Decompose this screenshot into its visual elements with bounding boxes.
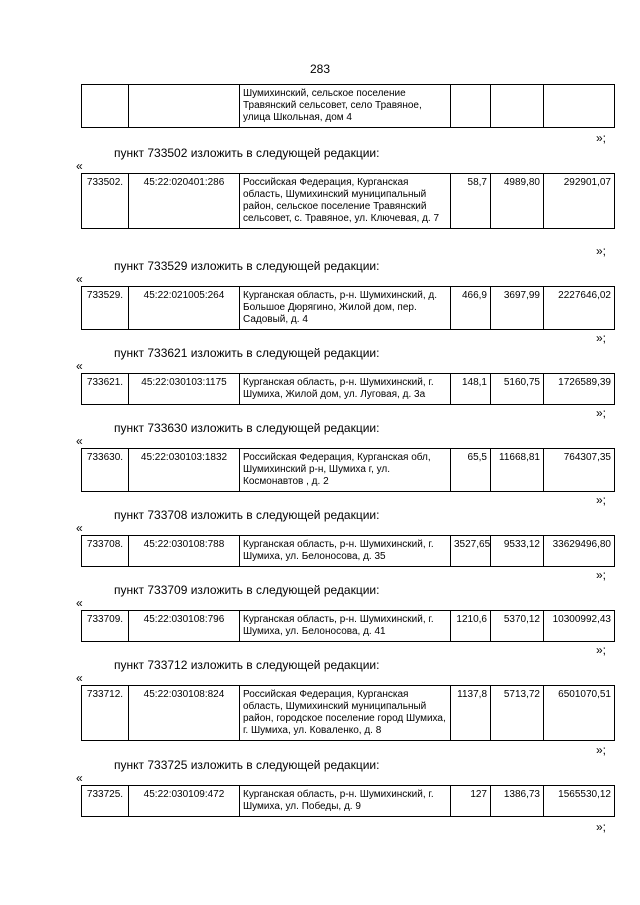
- amendment-heading: пункт 733502 изложить в следующей редакции:: [114, 146, 380, 160]
- area-cell: 148,1: [451, 374, 491, 405]
- opening-quote: «: [76, 771, 83, 785]
- rate-cell: 9533,12: [491, 536, 544, 567]
- closing-quote: »;: [595, 643, 606, 657]
- registry-table: [81, 448, 615, 492]
- amendment-heading: пункт 733621 изложить в следующей редакции:: [114, 346, 380, 360]
- value-cell: 10300992,43: [544, 611, 615, 642]
- rate-cell: 5160,75: [491, 374, 544, 405]
- amendment-heading: пункт 733529 изложить в следующей редакции:: [114, 259, 380, 273]
- cadastral-number-cell: [129, 85, 240, 128]
- address-cell: Российская Федерация, Курганская область, Шумихинский муниципальный район, сельское поселение Травянский сельсовет, с. Травяное, ул. Ключевая, д. 7: [240, 174, 451, 229]
- rate-cell: 1386,73: [491, 786, 544, 817]
- table-row: [82, 686, 615, 741]
- opening-quote: «: [76, 272, 83, 286]
- cadastral-number-cell: 45:22:021005:264: [129, 287, 240, 330]
- table-row: [82, 536, 615, 567]
- amendment-heading: пункт 733725 изложить в следующей редакции:: [114, 758, 380, 772]
- address-cell: Российская Федерация, Курганская область, Шумихинский муниципальный район, городское поселение город Шумиха, г. Шумиха, ул. Коваленко, д. 8: [240, 686, 451, 741]
- closing-quote: »;: [595, 743, 606, 757]
- amendment-heading: пункт 733708 изложить в следующей редакции:: [114, 508, 380, 522]
- registry-table: [81, 84, 615, 128]
- area-cell: 3527,65: [451, 536, 491, 567]
- table-row: [82, 85, 615, 128]
- address-cell: Курганская область, р-н. Шумихинский, д. Большое Дюрягино, Жилой дом, пер. Садовый, д. 4: [240, 287, 451, 330]
- amendment-heading: пункт 733712 изложить в следующей редакции:: [114, 658, 380, 672]
- amendment-heading: пункт 733630 изложить в следующей редакции:: [114, 421, 380, 435]
- registry-table: [81, 535, 615, 567]
- opening-quote: «: [76, 359, 83, 373]
- registry-table: [81, 373, 615, 405]
- rate-cell: 5713,72: [491, 686, 544, 741]
- cadastral-number-cell: 45:22:030108:788: [129, 536, 240, 567]
- rate-cell: 3697,99: [491, 287, 544, 330]
- registry-table: [81, 685, 615, 741]
- row-number-cell: 733725.: [82, 786, 129, 817]
- value-cell: 1726589,39: [544, 374, 615, 405]
- value-cell: 764307,35: [544, 449, 615, 492]
- address-cell: Курганская область, р-н. Шумихинский, г. Шумиха, ул. Победы, д. 9: [240, 786, 451, 817]
- value-cell: 6501070,51: [544, 686, 615, 741]
- opening-quote: «: [76, 434, 83, 448]
- cadastral-number-cell: 45:22:030109:472: [129, 786, 240, 817]
- address-cell: Российская Федерация, Курганская обл, Шумихинский р-н, Шумиха г, ул. Космонавтов , д. 2: [240, 449, 451, 492]
- table-row: [82, 786, 615, 817]
- value-cell: 292901,07: [544, 174, 615, 229]
- area-cell: [451, 85, 491, 128]
- closing-quote: »;: [595, 406, 606, 420]
- row-number-cell: 733709.: [82, 611, 129, 642]
- value-cell: 2227646,02: [544, 287, 615, 330]
- cadastral-number-cell: 45:22:030108:824: [129, 686, 240, 741]
- area-cell: 466,9: [451, 287, 491, 330]
- registry-table: [81, 286, 615, 330]
- closing-quote: »;: [595, 493, 606, 507]
- area-cell: 65,5: [451, 449, 491, 492]
- table-row: [82, 449, 615, 492]
- row-number-cell: 733502.: [82, 174, 129, 229]
- address-cell: Курганская область, р-н. Шумихинский, г. Шумиха, Жилой дом, ул. Луговая, д. 3а: [240, 374, 451, 405]
- row-number-cell: [82, 85, 129, 128]
- row-number-cell: 733712.: [82, 686, 129, 741]
- cadastral-number-cell: 45:22:030103:1832: [129, 449, 240, 492]
- opening-quote: «: [76, 159, 83, 173]
- rate-cell: 4989,80: [491, 174, 544, 229]
- closing-quote: »;: [595, 131, 606, 145]
- area-cell: 1137,8: [451, 686, 491, 741]
- value-cell: 1565530,12: [544, 786, 615, 817]
- cadastral-number-cell: 45:22:030103:1175: [129, 374, 240, 405]
- row-number-cell: 733621.: [82, 374, 129, 405]
- value-cell: [544, 85, 615, 128]
- address-cell: Курганская область, р-н. Шумихинский, г. Шумиха, ул. Белоносова, д. 41: [240, 611, 451, 642]
- table-row: [82, 611, 615, 642]
- opening-quote: «: [76, 596, 83, 610]
- address-cell: Шумихинский, сельское поселение Травянский сельсовет, село Травяное, улица Школьная, дом 4: [240, 85, 451, 128]
- table-row: [82, 174, 615, 229]
- registry-table: [81, 785, 615, 817]
- page-number: 283: [309, 62, 331, 76]
- area-cell: 1210,6: [451, 611, 491, 642]
- closing-quote: »;: [595, 331, 606, 345]
- rate-cell: [491, 85, 544, 128]
- rate-cell: 5370,12: [491, 611, 544, 642]
- row-number-cell: 733630.: [82, 449, 129, 492]
- registry-table: [81, 173, 615, 229]
- registry-table: [81, 610, 615, 642]
- area-cell: 58,7: [451, 174, 491, 229]
- cadastral-number-cell: 45:22:020401:286: [129, 174, 240, 229]
- cadastral-number-cell: 45:22:030108:796: [129, 611, 240, 642]
- row-number-cell: 733708.: [82, 536, 129, 567]
- address-cell: Курганская область, р-н. Шумихинский, г. Шумиха, ул. Белоносова, д. 35: [240, 536, 451, 567]
- opening-quote: «: [76, 671, 83, 685]
- area-cell: 127: [451, 786, 491, 817]
- opening-quote: «: [76, 521, 83, 535]
- closing-quote: »;: [595, 244, 606, 258]
- closing-quote: »;: [595, 568, 606, 582]
- amendment-heading: пункт 733709 изложить в следующей редакции:: [114, 583, 380, 597]
- value-cell: 33629496,80: [544, 536, 615, 567]
- rate-cell: 11668,81: [491, 449, 544, 492]
- closing-quote: »;: [595, 820, 606, 834]
- table-row: [82, 374, 615, 405]
- table-row: [82, 287, 615, 330]
- row-number-cell: 733529.: [82, 287, 129, 330]
